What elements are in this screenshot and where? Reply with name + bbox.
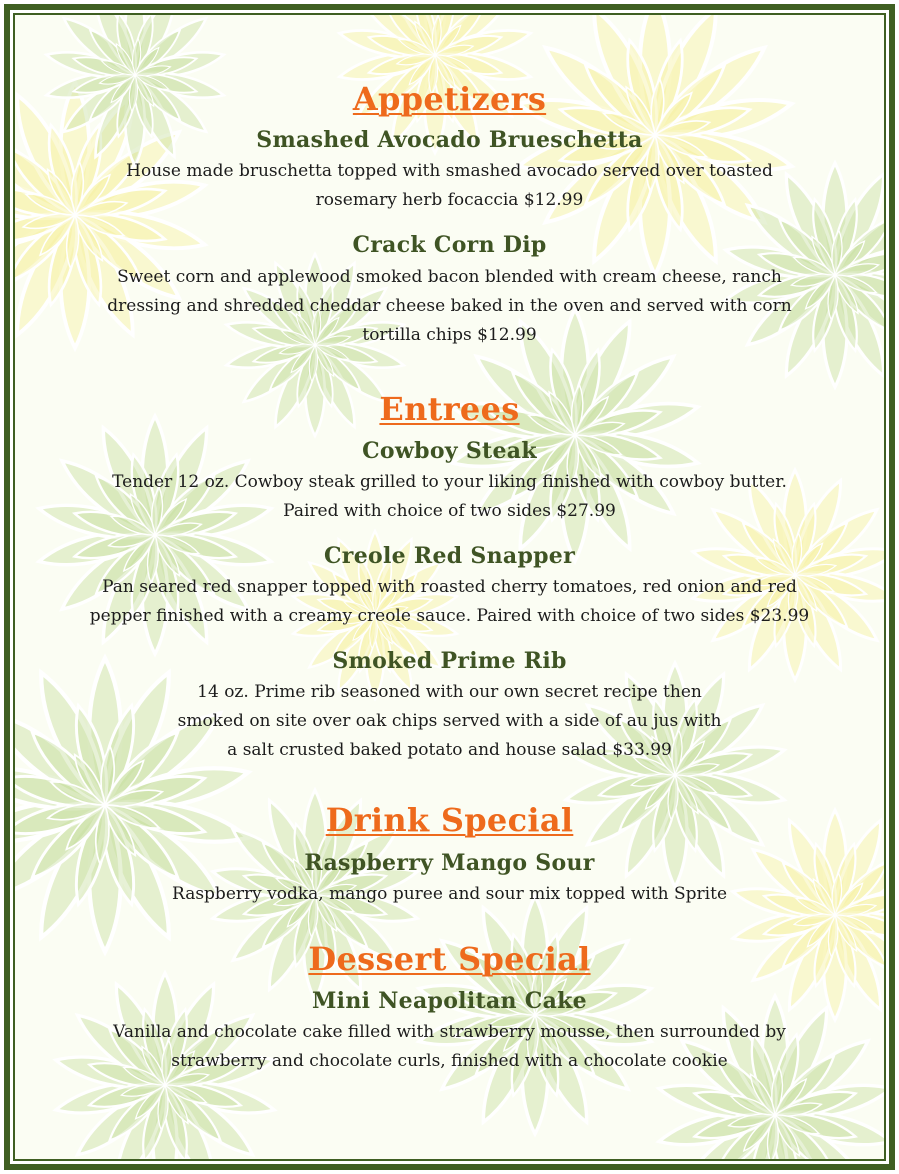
desc-line: dressing and shredded cheddar cheese baked in the oven and served with corn: [107, 296, 792, 316]
desc-line: strawberry and chocolate curls, finished with a chocolate cookie: [171, 1051, 728, 1071]
desc-line: Raspberry vodka, mango puree and sour mix topped with Sprite: [172, 884, 727, 904]
item-name-smoked-prime-rib: Smoked Prime Rib: [332, 648, 567, 674]
section-title-dessert-special: Dessert Special: [308, 940, 591, 978]
item-desc-crack-corn-dip: [15, 263, 884, 350]
menu-content: [15, 15, 884, 1159]
desc-line: rosemary herb focaccia $12.99: [315, 190, 584, 210]
desc-line: Paired with choice of two sides $27.99: [283, 501, 616, 521]
desc-line: a salt crusted baked potato and house salad $33.99: [227, 740, 672, 760]
item-desc-cowboy-steak: [15, 468, 884, 526]
item-name-cowboy-steak: Cowboy Steak: [362, 438, 537, 464]
desc-line: Pan seared red snapper topped with roasted cherry tomatoes, red onion and red: [102, 577, 797, 597]
item-name-creole-red-snapper: Creole Red Snapper: [324, 543, 575, 569]
section-title-entrees: Entrees: [379, 390, 520, 428]
desc-line: Vanilla and chocolate cake filled with strawberry mousse, then surrounded by: [113, 1022, 786, 1042]
desc-line: pepper finished with a creamy creole sauce. Paired with choice of two sides $23.99: [89, 606, 810, 626]
section-title-appetizers: Appetizers: [352, 80, 547, 118]
item-desc-mini-neapolitan-cake: [15, 1018, 884, 1076]
desc-line: tortilla chips $12.99: [362, 325, 537, 345]
item-name-crack-corn-dip: Crack Corn Dip: [352, 232, 547, 258]
desc-line: 14 oz. Prime rib seasoned with our own secret recipe then: [197, 682, 702, 702]
item-desc-smashed-avocado: [15, 157, 884, 215]
section-title-drink-special: Drink Special: [325, 801, 574, 839]
inner-border: [13, 13, 886, 1161]
item-desc-raspberry-mango-sour: [15, 880, 884, 909]
desc-line: Tender 12 oz. Cowboy steak grilled to your liking finished with cowboy butter.: [112, 472, 787, 492]
item-desc-smoked-prime-rib: [15, 678, 884, 765]
desc-line: Sweet corn and applewood smoked bacon blended with cream cheese, ranch: [117, 267, 782, 287]
desc-line: smoked on site over oak chips served with a side of au jus with: [177, 711, 722, 731]
item-name-smashed-avocado: Smashed Avocado Brueschetta: [256, 127, 643, 153]
item-name-mini-neapolitan-cake: Mini Neapolitan Cake: [312, 988, 587, 1014]
item-name-raspberry-mango-sour: Raspberry Mango Sour: [304, 850, 595, 876]
desc-line: House made bruschetta topped with smashed avocado served over toasted: [126, 161, 773, 181]
item-desc-creole-red-snapper: [15, 573, 884, 631]
